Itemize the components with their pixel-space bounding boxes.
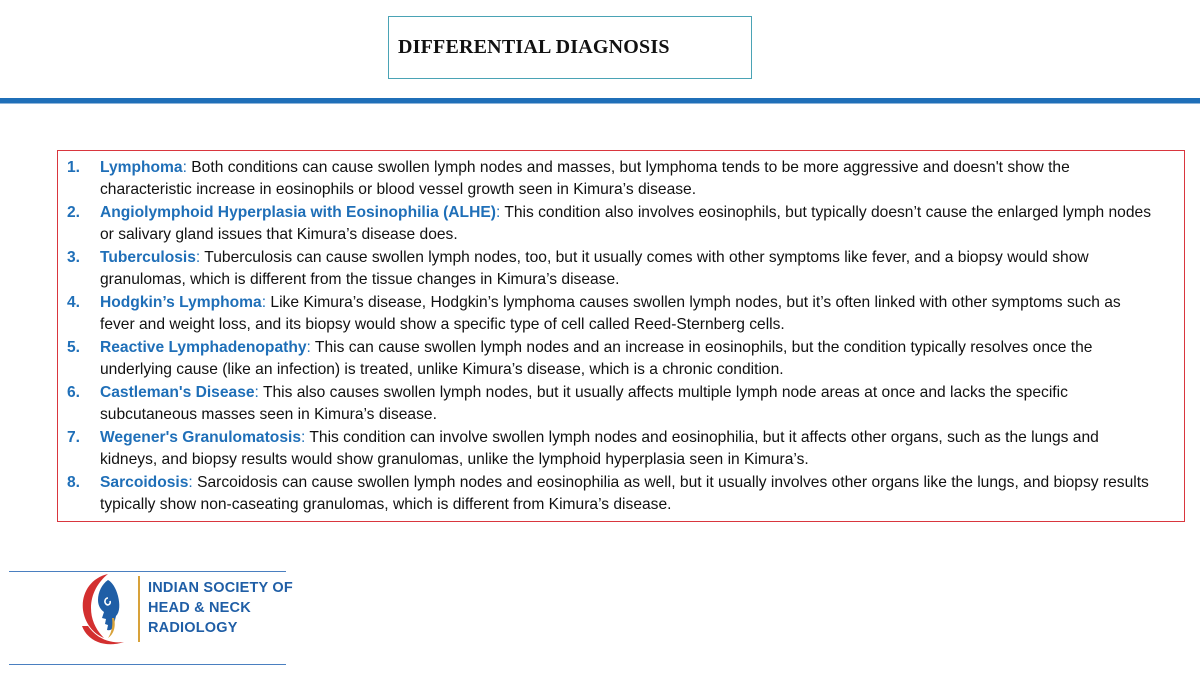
item-number: 5. [67,339,81,356]
item-colon: : [301,429,306,446]
item-term: Tuberculosis [100,249,196,266]
item-term: Hodgkin’s Lymphoma [100,294,262,311]
item-text: Both conditions can cause swollen lymph nodes and masses, but lymphoma tends to be more aggressive and doesn't show the characteristic increase in eosinophils or blood vessel growth seen in Kimura’s disease. [100,159,1070,199]
logo-divider [138,576,140,642]
differential-list-box [57,150,1185,522]
society-name-line2: HEAD & NECK [148,600,251,616]
item-text: This condition can involve swollen lymph nodes and eosinophilia, but it affects other organs, such as the lungs and kidneys, and biopsy results would show granulomas, unlike the lymphoid hyperplasia seen in Kimura’s. [100,429,1099,469]
item-colon: : [188,474,193,491]
item-number: 1. [67,159,81,176]
item-text: Like Kimura’s disease, Hodgkin’s lymphoma causes swollen lymph nodes, but it’s often linked with other symptoms such as fever and weight loss, and its biopsy would show a specific type of cell called Reed-Sternberg cells. [100,294,1121,334]
item-number: 2. [67,204,81,221]
item-term: Angiolymphoid Hyperplasia with Eosinophilia (ALHE) [100,204,496,221]
item-number: 8. [67,474,81,491]
list-item [58,292,1158,336]
society-name [148,578,293,638]
item-colon: : [261,294,267,311]
item-colon: : [182,159,187,176]
item-term: Lymphoma [100,159,183,176]
item-colon: : [306,339,311,356]
differential-list [58,157,1158,517]
list-item [58,202,1158,246]
logo-rule-top [9,571,286,572]
item-term: Castleman's Disease [100,384,255,401]
item-text: Tuberculosis can cause swollen lymph nodes, too, but it usually comes with other symptoms like fever, and a biopsy would show granulomas, which is different from the tissue changes in Kimura’s disease. [100,249,1089,289]
item-number: 4. [67,294,81,311]
item-number: 7. [67,429,81,446]
item-term: Reactive Lymphadenopathy [100,339,307,356]
list-item [58,157,1158,201]
item-term: Sarcoidosis [100,474,189,491]
list-item [58,337,1158,381]
item-text: This also causes swollen lymph nodes, but it usually affects multiple lymph node areas at once and lacks the specific subcutaneous masses seen in Kimura’s disease. [100,384,1068,424]
item-colon: : [195,249,201,266]
header-divider-shadow [0,103,1200,104]
item-text: This condition also involves eosinophils, but typically doesn’t cause the enlarged lymph nodes or salivary gland issues that Kimura’s disease does. [100,204,1151,244]
society-name-line1: INDIAN SOCIETY OF [148,580,293,596]
item-number: 3. [67,249,81,266]
item-colon: : [495,204,501,221]
society-emblem-icon [78,572,134,648]
item-number: 6. [67,384,81,401]
society-name-line3: RADIOLOGY [148,620,238,636]
list-item [58,247,1158,291]
logo-rule-bottom [9,664,286,665]
list-item [58,427,1158,471]
list-item [58,472,1158,516]
slide-title: DIFFERENTIAL DIAGNOSIS [398,36,670,58]
item-text: This can cause swollen lymph nodes and an increase in eosinophils, but the condition typically resolves once the underlying cause (like an infection) is treated, unlike Kimura’s disease, which is a chronic condition. [100,339,1093,379]
item-text: Sarcoidosis can cause swollen lymph nodes and eosinophilia as well, but it usually involves other organs like the lungs, and biopsy results typically show non-caseating granulomas, which is different from Kimura’s disease. [100,474,1149,514]
list-item [58,382,1158,426]
item-term: Wegener's Granulomatosis [100,429,301,446]
item-colon: : [254,384,259,401]
title-box [388,16,752,79]
